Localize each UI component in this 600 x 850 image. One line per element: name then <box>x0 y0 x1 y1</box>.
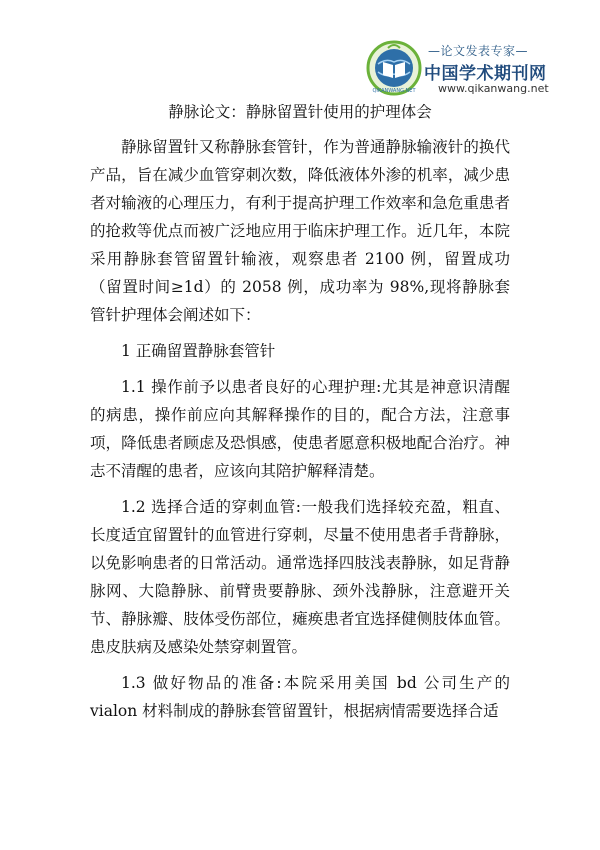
logo-url[interactable]: www.qikanwang.net <box>438 82 549 95</box>
intro-paragraph: 静脉留置针又称静脉套管针，作为普通静脉输液针的换代产品，旨在减少血管穿刺次数，降低液体外渗的机率，减少患者对输液的心理压力，有利于提高护理工作效率和急危重患者的抢救等优点而被广泛地应用于临床护理工作。近几年，本院采用静脉套管留置针输液，观察患者 2100 例，留置成功（留置时间≥1d）的 2058 例，成功率为 98%,现将静脉套管针护理体会阐述如下： <box>90 138 510 324</box>
logo-ring-text: QIKANWANG.NET <box>372 88 416 94</box>
document-body <box>90 133 510 725</box>
globe-book-logo-icon <box>366 40 422 96</box>
logo-brand-name: 中国学术期刊网 <box>424 64 547 84</box>
logo-slogan: —论文发表专家— <box>428 44 529 58</box>
section-heading: 1 正确留置静脉套管针 <box>121 342 276 360</box>
paragraph-1-3: 1.3 做好物品的准备:本院采用美国 bd 公司生产的 vialon 材料制成的静脉套管留置针，根据病情需要选择合适 <box>90 674 510 720</box>
document-title: 静脉论文：静脉留置针使用的护理体会 <box>168 103 432 121</box>
site-logo[interactable] <box>366 40 566 102</box>
paragraph-1-2: 1.2 选择合适的穿刺血管:一般我们选择较充盈，粗直、长度适宜留置针的血管进行穿刺，尽量不使用患者手背静脉，以免影响患者的日常活动。通常选择四肢浅表静脉，如足背静脉网、大隐静脉、前臂贵要静脉、颈外浅静脉，注意避开关节、静脉瓣、肢体受伤部位，瘫痪患者宜选择健侧肢体血管。患皮肤病及感染处禁穿刺置管。 <box>90 498 510 656</box>
paragraph-1-1: 1.1 操作前予以患者良好的心理护理:尤其是神意识清醒的病患，操作前应向其解释操作的目的，配合方法，注意事项，降低患者顾虑及恐惧感，使患者愿意积极地配合治疗。神志不清醒的患者，应该向其陪护解释清楚。 <box>90 378 510 480</box>
